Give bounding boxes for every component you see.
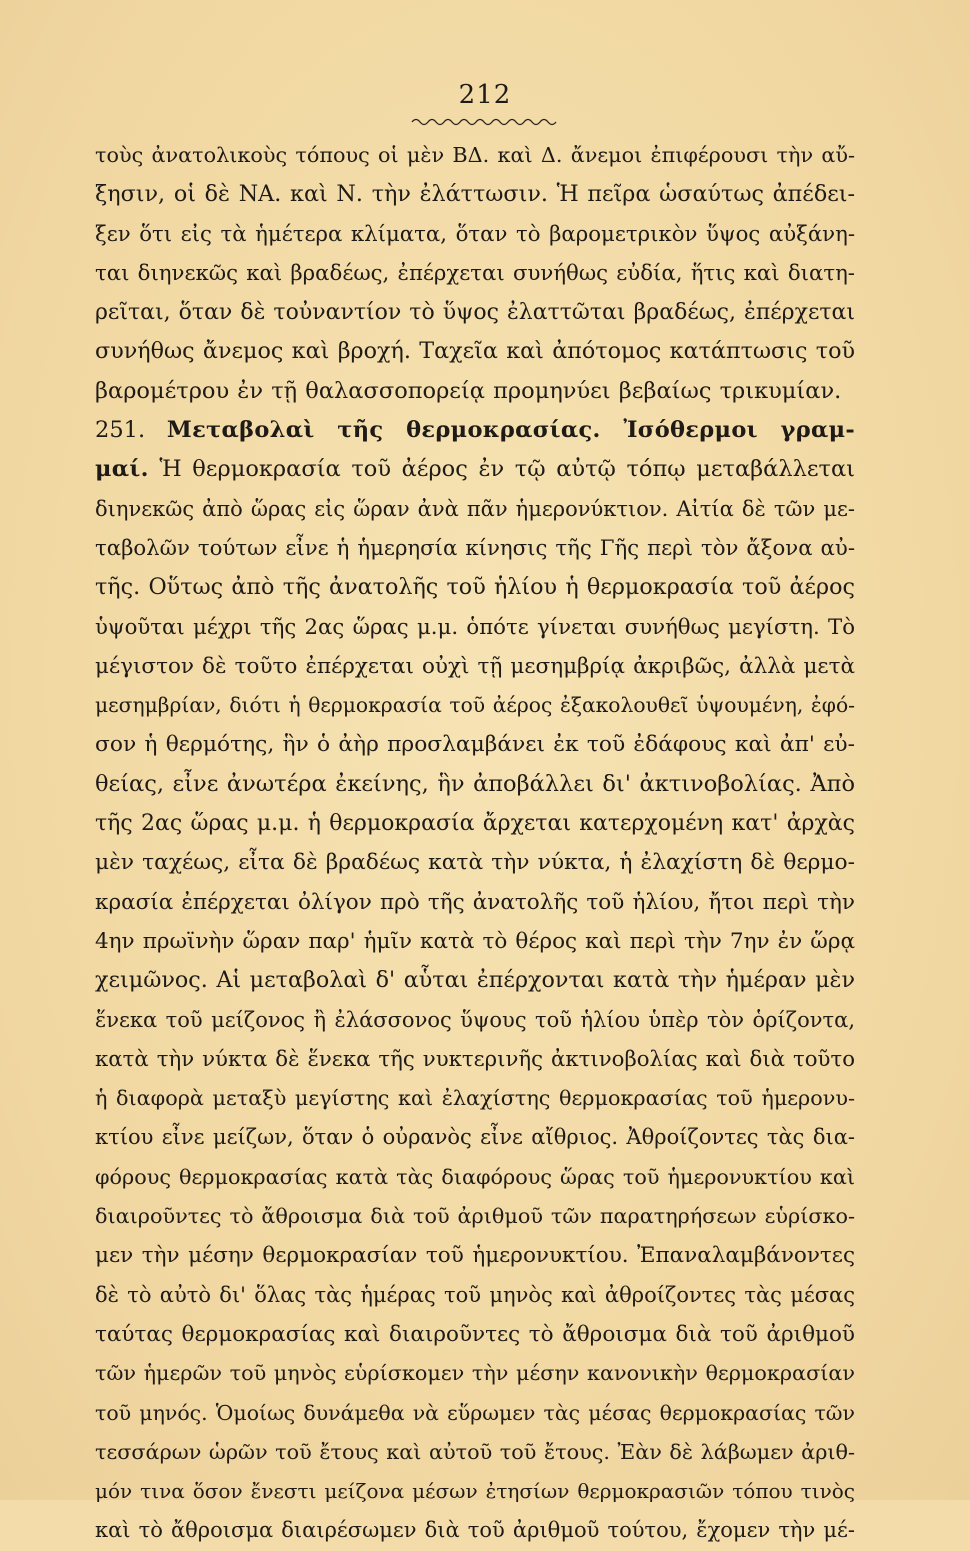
text-line: ὑψοῦται μέχρι τῆς 2ας ὥρας μ.μ. ὁπότε γίνεται συνήθως μεγίστη. Τὸ [95,614,855,640]
text-line: ξησιν, οἱ δὲ ΝΑ. καὶ Ν. τὴν ἐλάττωσιν. Ἡ πεῖρα ὡσαύτως ἀπέδει- [95,181,855,208]
text-line: τῶν ἡμερῶν τοῦ μηνὸς εὑρίσκομεν τὴν μέσην κανονικὴν θερμοκρασίαν [95,1361,855,1386]
text-line: ται διηνεκῶς καὶ βραδέως, ἐπέρχεται συνήθως εὐδία, ἥτις καὶ διατη- [95,260,855,286]
text-line: τοῦ μηνός. Ὁμοίως δυνάμεθα νὰ εὕρωμεν τὰς μέσας θερμοκρασίας τῶν [95,1400,855,1425]
text-line: μεν τὴν μέσην θερμοκρασίαν τοῦ ἡμερονυκτίου. Ἐπαναλαμβάνοντες [95,1243,855,1269]
text-line: 4ην πρωϊνὴν ὥραν παρ' ἡμῖν κατὰ τὸ θέρος καὶ περὶ τὴν 7ην ἐν ὥρᾳ [95,928,855,954]
text-line: τῆς 2ας ὥρας μ.μ. ἡ θερμοκρασία ἄρχεται κατερχομένη κατ' ἀρχὰς [95,811,855,837]
text-line: ταβολῶν τούτων εἶνε ἡ ἡμερησία κίνησις τῆς Γῆς περὶ τὸν ἄξονα αὐ- [95,535,855,561]
text-line: καὶ τὸ ἄθροισμα διαιρέσωμεν διὰ τοῦ ἀριθμοῦ τούτου, ἔχομεν τὴν μέ- [95,1518,855,1543]
text-line: μέγιστον δὲ τοῦτο ἐπέρχεται οὐχὶ τῇ μεσημβρίᾳ ἀκριβῶς, ἀλλὰ μετὰ [95,653,855,679]
text-line: συνήθως ἄνεμος καὶ βροχή. Ταχεῖα καὶ ἀπότομος κατάπτωσις τοῦ [95,338,855,365]
text-line: διαιροῦντες τὸ ἄθροισμα διὰ τοῦ ἀριθμοῦ τῶν παρατηρήσεων εὑρίσκο- [95,1204,855,1229]
text-line: ξεν ὅτι εἰς τὰ ἡμέτερα κλίματα, ὅταν τὸ βαρομετρικὸν ὕψος αὐξάνη- [95,221,855,247]
text-line: χειμῶνος. Αἱ μεταβολαὶ δ' αὗται ἐπέρχονται κατὰ τὴν ἡμέραν μὲν [95,967,855,994]
text-line: διηνεκῶς ἀπὸ ὥρας εἰς ὥραν ἀνὰ πᾶν ἡμερονύκτιον. Αἰτία δὲ τῶν με- [95,496,855,521]
text-line: τῆς. Οὕτως ἀπὸ τῆς ἀνατολῆς τοῦ ἡλίου ἡ θερμοκρασία τοῦ ἀέρος [95,574,855,601]
ornament-wavy-rule [410,116,560,128]
body-text [95,136,855,1551]
text-line: ἡ διαφορὰ μεταξὺ μεγίστης καὶ ἐλαχίστης θερμοκρασίας τοῦ ἡμερονυ- [95,1086,855,1111]
text-line: μόν τινα ὅσον ἔνεστι μείζονα μέσων ἐτησίων θερμοκρασιῶν τόπου τινὸς [95,1479,855,1504]
text-line: μεσημβρίαν, διότι ἡ θερμοκρασία τοῦ ἀέρος ἐξακολουθεῖ ὑψουμένη, ἐφό- [95,693,855,718]
text-line: ἕνεκα τοῦ μείζονος ἢ ἐλάσσονος ὕψους τοῦ ἡλίου ὑπὲρ τὸν ὁρίζοντα, [95,1007,855,1032]
text-line: ταύτας θερμοκρασίας καὶ διαιροῦντες τὸ ἄθροισμα διὰ τοῦ ἀριθμοῦ [95,1321,855,1347]
section-first-line: Ἡ θερμοκρασία τοῦ ἀέρος ἐν τῷ αὐτῷ τόπῳ μεταβάλλεται [159,456,855,483]
page-number: 212 [458,80,512,110]
section-heading-line [95,411,855,450]
text-line: κατὰ τὴν νύκτα δὲ ἕνεκα τῆς νυκτερινῆς ἀκτινοβολίας καὶ διὰ τοῦτο [95,1046,855,1072]
section-title: Μεταβολαὶ τῆς θερμοκρασίας. Ἰσόθερμοι γραμ- [166,417,855,444]
text-line: σον ἡ θερμότης, ἣν ὁ ἀὴρ προσλαμβάνει ἐκ τοῦ ἐδάφους καὶ ἀπ' εὐ- [95,732,855,758]
section-heading-line-2 [95,450,855,489]
text-line: δὲ τὸ αὐτὸ δι' ὅλας τὰς ἡμέρας τοῦ μηνὸς καὶ ἀθροίζοντες τὰς μέσας [95,1282,855,1307]
section-number: 251. [95,417,146,444]
text-line: βαρομέτρου ἐν τῇ θαλασσοπορείᾳ προμηνύει βεβαίως τρικυμίαν. [95,377,842,404]
text-line: μὲν ταχέως, εἶτα δὲ βραδέως κατὰ τὴν νύκτα, ἡ ἐλαχίστη δὲ θερμο- [95,850,855,876]
section-title-continued: μαί. [95,456,149,483]
text-line: φόρους θερμοκρασίας κατὰ τὰς διαφόρους ὥρας τοῦ ἡμερονυκτίου καὶ [95,1164,855,1189]
text-line: κρασία ἐπέρχεται ὀλίγον πρὸ τῆς ἀνατολῆς τοῦ ἡλίου, ἤτοι περὶ τὴν [95,889,855,915]
text-line: τοὺς ἀνατολικοὺς τόπους οἱ μὲν ΒΔ. καὶ Δ. ἄνεμοι ἐπιφέρουσι τὴν αὔ- [95,143,855,167]
text-line: θείας, εἶνε ἀνωτέρα ἐκείνης, ἣν ἀποβάλλει δι' ἀκτινοβολίας. Ἀπὸ [95,770,855,797]
text-line: τεσσάρων ὡρῶν τοῦ ἔτους καὶ αὐτοῦ τοῦ ἔτους. Ἐὰν δὲ λάβωμεν ἀριθ- [95,1439,856,1464]
text-line: ρεῖται, ὅταν δὲ τοὐναντίον τὸ ὕψος ἐλαττῶται βραδέως, ἐπέρχεται [95,300,855,326]
text-line: κτίου εἶνε μείζων, ὅταν ὁ οὐρανὸς εἶνε αἴθριος. Ἀθροίζοντες τὰς δια- [95,1125,855,1150]
